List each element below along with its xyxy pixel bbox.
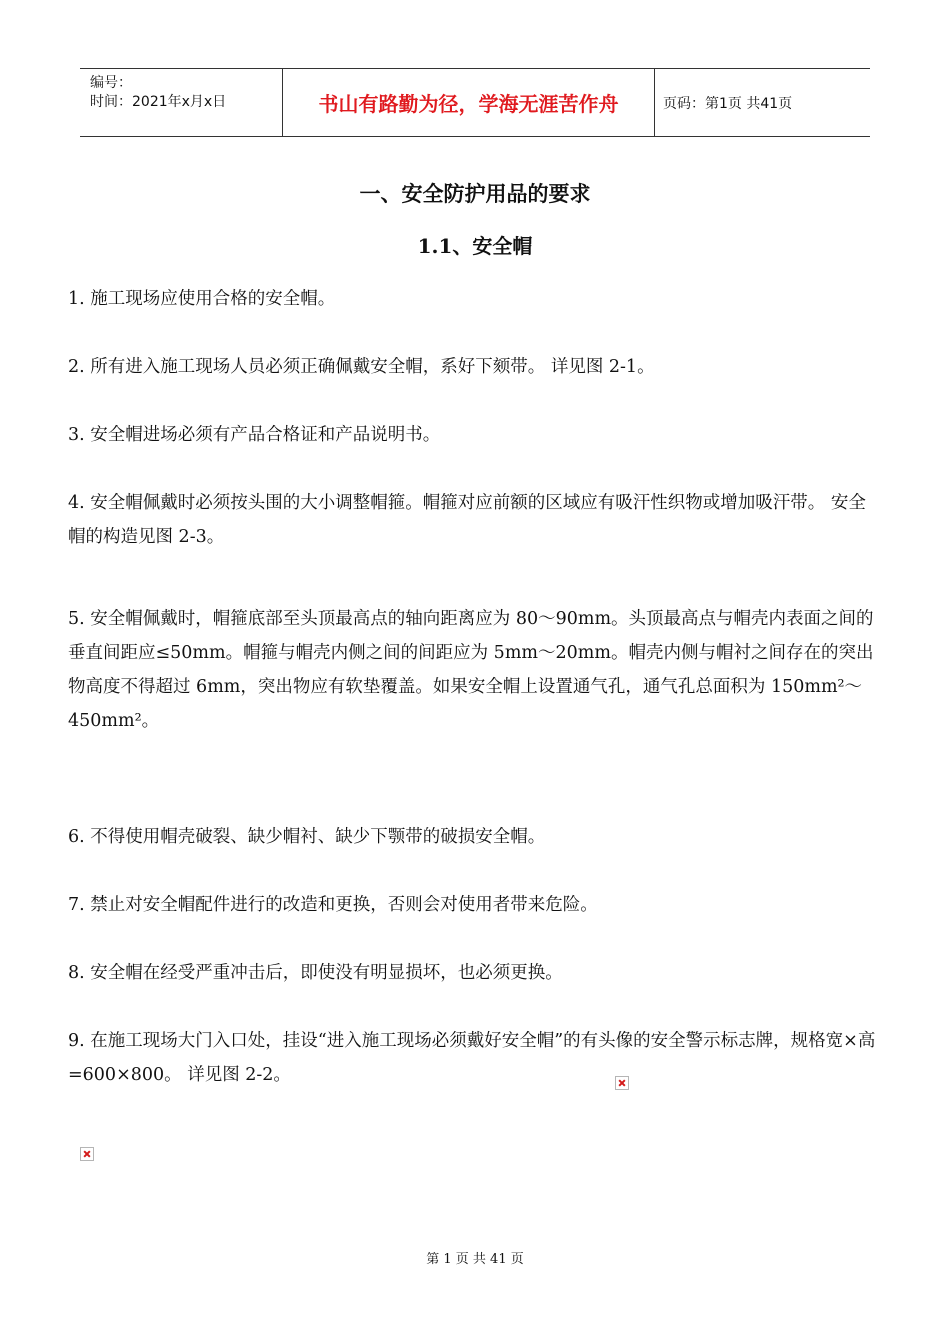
broken-image-icon: [80, 1147, 94, 1161]
list-item: 1. 施工现场应使用合格的安全帽。: [68, 289, 336, 309]
list-item: 6. 不得使用帽壳破裂、缺少帽衬、缺少下颚带的破损安全帽。: [68, 827, 546, 847]
header-meta-cell: [80, 69, 283, 136]
header-page-info: 页码：第1页 共41页: [663, 95, 793, 112]
list-item: 4. 安全帽佩戴时必须按头围的大小调整帽箍。帽箍对应前额的区域应有吸汗性织物或增加吸汗带。 安全帽的构造见图 2-3。: [68, 493, 866, 547]
list-item: 3. 安全帽进场必须有产品合格证和产品说明书。: [68, 425, 441, 445]
broken-image-icon: [615, 1076, 629, 1090]
list-item: 5. 安全帽佩戴时，帽箍底部至头顶最高点的轴向距离应为 80～90mm。头顶最高点与帽壳内表面之间的垂直间距应≤50mm。帽箍与帽壳内侧之间的间距应为 5mm～20mm。帽壳内侧与帽衬之间存在的突出物高度不得超过 6mm，突出物应有软垫覆盖。如果安全帽上设置通气孔，通气孔总面积为 150mm²～450mm²。: [68, 609, 874, 731]
list-item: 9. 在施工现场大门入口处，挂设“进入施工现场必须戴好安全帽”的有头像的安全警示标志牌，规格宽×高=600×800。 详见图 2-2。: [68, 1031, 876, 1085]
header-motto: 书山有路勤为径，学海无涯苦作舟: [283, 69, 655, 136]
subsection-title: 1.1、安全帽: [417, 234, 533, 258]
time-label: 时间：2021年x月x日: [90, 94, 227, 110]
list-item: 2. 所有进入施工现场人员必须正确佩戴安全帽，系好下颏带。 详见图 2-1。: [68, 357, 655, 377]
section-title: 一、安全防护用品的要求: [359, 181, 591, 206]
header-table: [80, 68, 870, 137]
list-item: 8. 安全帽在经受严重冲击后，即使没有明显损坏，也必须更换。: [68, 963, 563, 983]
list-item: 7. 禁止对安全帽配件进行的改造和更换，否则会对使用者带来危险。: [68, 895, 598, 915]
page-footer: 第 1 页 共 41 页: [426, 1252, 524, 1267]
code-label: 编号：: [90, 75, 132, 91]
